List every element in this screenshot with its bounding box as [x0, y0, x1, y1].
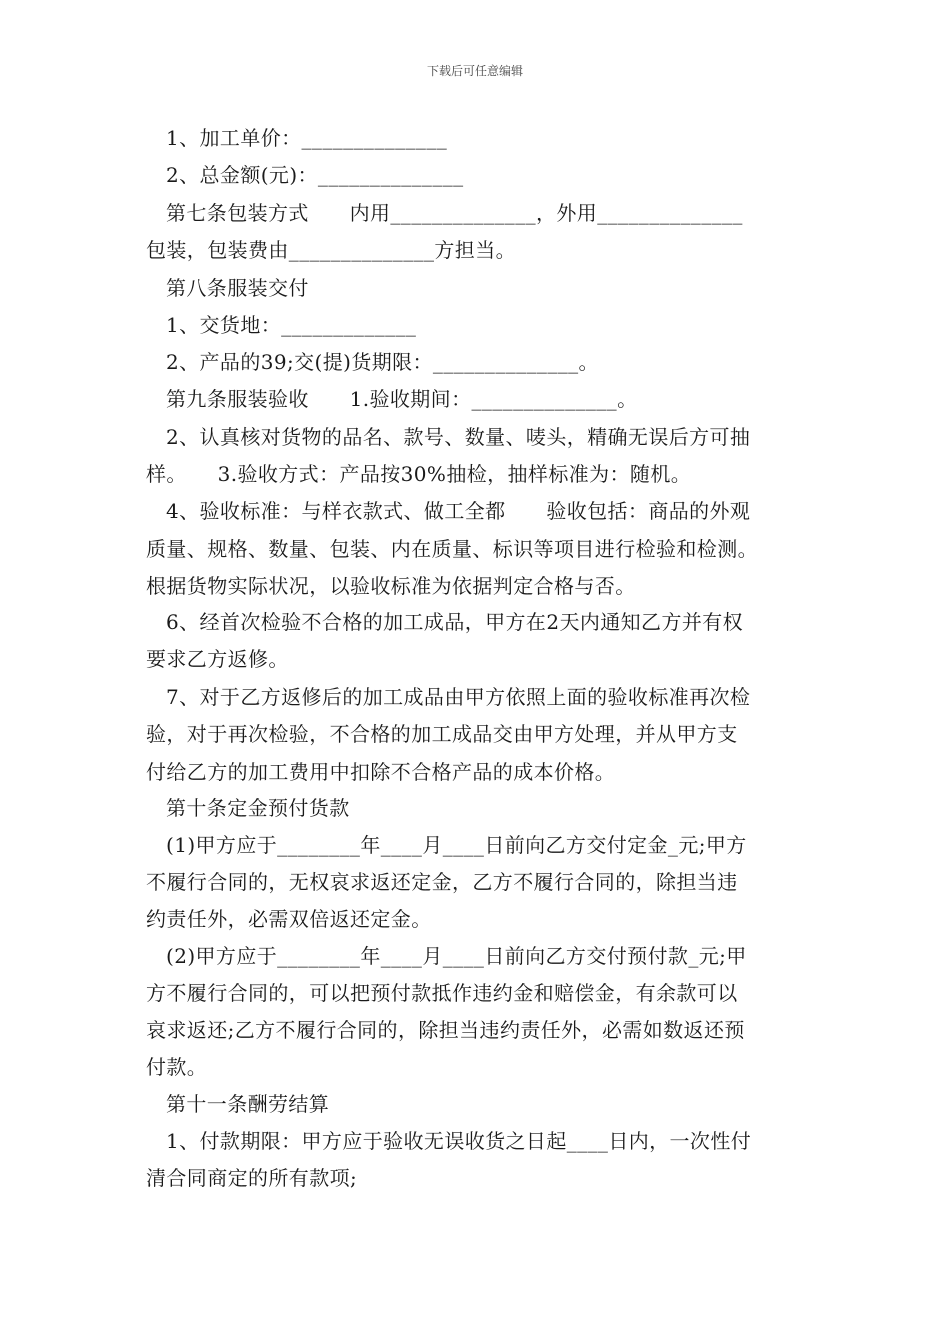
text-line: 第九条服装验收 1.验收期间：______________。: [166, 387, 638, 411]
text-line: 包装，包装费由______________方担当。: [146, 238, 516, 262]
text-line: 第十一条酬劳结算: [166, 1092, 330, 1116]
text-line: 样。 3.验收方式：产品按30%抽检，抽样标准为：随机。: [146, 462, 692, 486]
text-line: 约责任外，必需双倍返还定金。: [146, 907, 432, 931]
text-line: 根据货物实际状况，以验收标准为依据判定合格与否。: [146, 574, 636, 598]
text-line: (2)甲方应于________年____月____日前向乙方交付预付款_元;甲: [166, 944, 747, 968]
text-line: 6、经首次检验不合格的加工成品，甲方在2天内通知乙方并有权: [166, 610, 744, 634]
text-line: 1、加工单价：______________: [166, 126, 448, 150]
text-line: 2、产品的39;交(提)货期限：______________。: [166, 350, 599, 374]
text-line: 付给乙方的加工费用中扣除不合格产品的成本价格。: [146, 760, 616, 784]
text-line: 验，对于再次检验，不合格的加工成品交由甲方处理，并从甲方支: [146, 722, 738, 746]
text-line: 要求乙方返修。: [146, 647, 289, 671]
text-line: 第七条包装方式 内用______________，外用______________: [166, 201, 743, 225]
text-line: 4、验收标准：与样衣款式、做工全都 验收包括：商品的外观: [166, 499, 751, 523]
text-line: 付款。: [146, 1055, 208, 1079]
text-line: 哀求返还;乙方不履行合同的，除担当违约责任外，必需如数返还预: [146, 1018, 745, 1042]
page-header: 下载后可任意编辑: [426, 64, 523, 78]
text-line: 不履行合同的，无权哀求返还定金，乙方不履行合同的，除担当违: [146, 870, 738, 894]
text-line: 质量、规格、数量、包装、内在质量、标识等项目进行检验和检测。: [146, 537, 758, 561]
text-line: 1、付款期限：甲方应于验收无误收货之日起____日内，一次性付: [166, 1129, 752, 1153]
text-line: 2、认真核对货物的品名、款号、数量、唛头，精确无误后方可抽: [166, 425, 751, 449]
text-line: 第十条定金预付货款: [166, 796, 350, 820]
text-line: 7、对于乙方返修后的加工成品由甲方依照上面的验收标准再次检: [166, 685, 751, 709]
text-line: 方不履行合同的，可以把预付款抵作违约金和赔偿金，有余款可以: [146, 981, 738, 1005]
text-line: 第八条服装交付: [166, 276, 309, 300]
text-line: 2、总金额(元)：______________: [166, 163, 464, 187]
text-line: 1、交货地：_____________: [166, 313, 417, 337]
text-line: (1)甲方应于________年____月____日前向乙方交付定金_元;甲方: [166, 833, 747, 857]
text-line: 清合同商定的所有款项;: [146, 1166, 358, 1190]
